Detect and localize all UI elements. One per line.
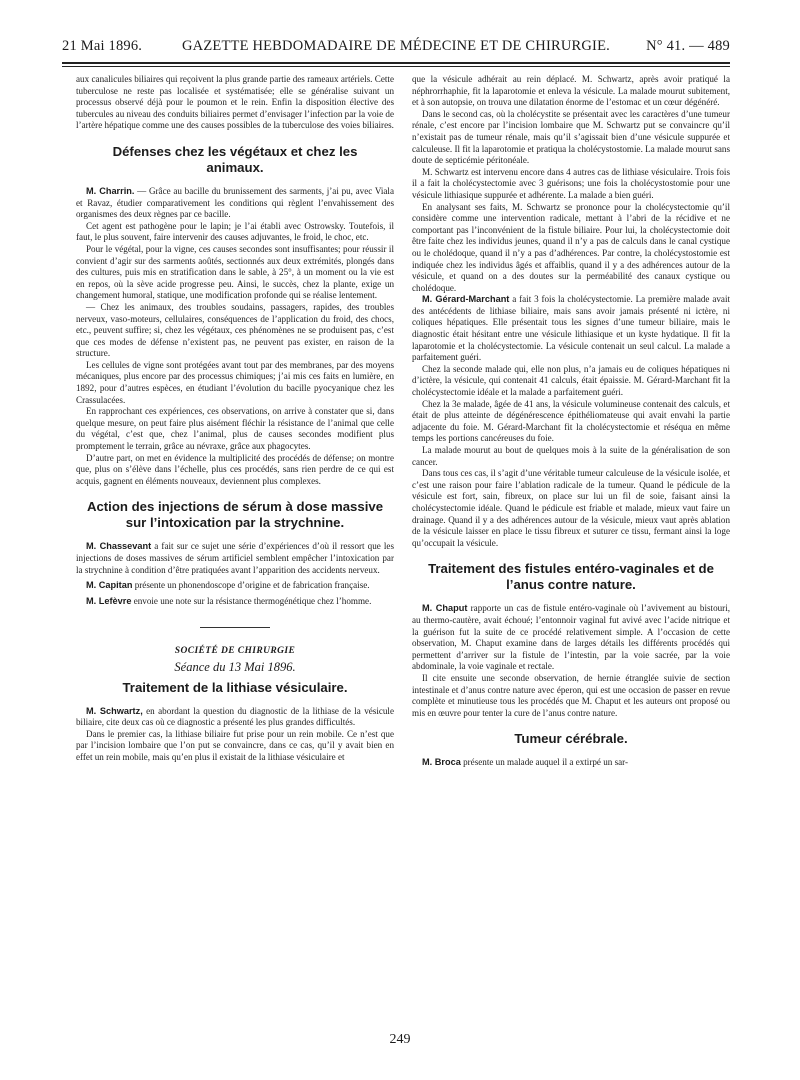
section-heading-tumeur: Tumeur cérébrale. [514, 731, 628, 747]
running-header [62, 34, 730, 58]
society-title: SOCIÉTÉ DE CHIRURGIE [174, 646, 296, 657]
paragraph: La malade mourut au bout de quelques mois à la suite de la généralisation de son cancer. [412, 445, 730, 467]
paragraph-charrin: M. Charrin. — Grâce au bacille du brunissement des sarments, j’ai pu, avec Viala et Ravaz, étudier comparativement les conditions qui règlent l’envahissement des organismes des deux règnes par ce bacille. [76, 185, 394, 220]
section-heading-lithiase: Traitement de la lithiase vésiculaire. [122, 679, 348, 695]
author-name: M. Lefèvre [86, 595, 132, 606]
paragraph: Pour le végétal, pour la vigne, ces causes secondes sont insuffisantes; pour réussir il convient d’agir sur des sarments aoûtés, sectionnés aux deux extrémités, plongés dans des cultures, puis mis en stratification dans le sable, à 25°, à un moment ou la vie est en repos, où la sève acide progresse peu. Ainsi, le succès, chez la plante, exige un changement humoral, statique, une modification profonde qui se réalise lentement. [76, 243, 394, 301]
right-column [412, 74, 730, 769]
paragraph: Il cite ensuite une seconde observation, de hernie étranglée suivie de section intestinale et d’anus contre nature avec éperon, qui est une occasion de passer en revue complète et minutieuse tous les procédés que M. Chaput et les auteurs ont proposé ou mis en œuvre pour tenter la cure de l’anus contre nature. [412, 672, 730, 718]
paragraph: aux canalicules biliaires qui reçoivent la plus grande partie des rameaux artériels. Cette tuberculose ne reste pas localisée et systématisée; elle se généralise suivant un processus observé déjà pour le poumon et le rein. Enfin la disposition élective des tubercules au niveau des conduits biliaires permet d’envisager l’infection par la voie de l’artère hépatique comme une des causes possibles de la tuberculose des voies biliaires. [76, 74, 394, 131]
paragraph: — Chez les animaux, des troubles soudains, passagers, rapides, des troubles nerveux, vaso-moteurs, cellulaires, conséquences de l’application du froid, des chocs, etc., peuvent suffire; si, chez les végétaux, ces phénomènes ne se produisent pas, c’est que ces modes de défense n’existent pas, ne peuvent pas exister, en raison de la structure. [76, 301, 394, 359]
author-name: M. Broca [422, 757, 461, 768]
section-divider [200, 627, 270, 628]
paragraph-gerard-marchant: M. Gérard-Marchant a fait 3 fois la cholécystectomie. La première malade avait des antécédents de lithiase biliaire, mais sans avoir jamais présenté ni ictère, ni coliques hépatiques. Elle présentait tous les signes d’une tumeur biliaire, mais le diagnostic était hésitant entre une vésicule lithiasique et un kyste hydatique. Il fit la laparotomie et la cholécystectomie. La vésicule contenait un seul calcul. La malade a parfaitement guéri. [412, 294, 730, 363]
left-column [76, 74, 394, 764]
header-title: GAZETTE HEBDOMADAIRE DE MÉDECINE ET DE CHIRURGIE. [182, 38, 610, 54]
paragraph: En analysant ses faits, M. Schwartz se prononce pour la cholécystectomie qu’il considère comme une intervention radicale, mettant à l’abri de la récidive et ne comportant pas l’inconvénient de la fistule biliaire. Pour lui, la cholécystectomie doit être faite chez les individus jeunes, quand il n’y a pas de calculs dans le canal cystique ou le cholédoque, quand il n’y a pas d’adhérences. Par contre, la cholécystostomie est indiquée chez les individus âgés et affaiblis, quand il y a des adhérences autour de la vésicule, et quand on a des doutes sur la perméabilité des canaux cystique ou cholédoque. [412, 201, 730, 293]
section-heading-defenses: Défenses chez les végétaux et chez les animaux. [112, 143, 358, 175]
section-heading-fistules: Traitement des fistules entéro-vaginales et de l’anus contre nature. [428, 561, 714, 593]
header-date: 21 Mai 1896. [62, 38, 143, 54]
section-heading-injections: Action des injections de sérum à dose massive sur l’intoxication par la strychnine. [86, 499, 384, 531]
paragraph: M. Schwartz est intervenu encore dans 4 autres cas de lithiase vésiculaire. Trois fois il a fait la cholécystectomie avec 3 guérisons; une fois la cholécystostomie pour une vésicule lithiasique suppurée et adhérente. La malade a bien guéri. [412, 166, 730, 200]
paragraph: Dans tous ces cas, il s’agit d’une véritable tumeur calculeuse de la vésicule isolée, et c’est une raison pour faire l’ablation radicale de la tumeur. Quand le pédicule de la vésicule est fort, sain, fibreux, on place sur lui un fil de soie, faisant ainsi la cholécystectomie idéale. Quand le pédicule est friable et malade, mieux vaut faire un drainage. Quand il y a des adhérences autour de la vésicule, mieux vaut après ablation de la vésicule laisser en place le tissu fibreux et suturer ce tissu, fermant ainsi la loge qu’occupait la vésicule. [412, 468, 730, 548]
paragraph: Dans le second cas, où la cholécystite se présentait avec les caractères d’une tumeur rénale, c’est encore par l’incision lombaire que M. Schwartz put se convaincre qu’il n’existait pas de tumeur rénale, mais qu’il s’agissait bien d’une vésicule suppurée et calculeuse. Il fit la laparotomie et pratiqua la cholécystostomie. La malade mourut sans doute de septicémie péritonéale. [412, 108, 730, 166]
paragraph: Les cellules de vigne sont protégées avant tout par des membranes, par des moyens mécaniques, plus encore par des processus chimiques; j’ai mis ces faits en lumière, en 1892, pour d’autres espèces, en étudiant l’évolution du bacille pyocyanique chez les Crassulacées. [76, 359, 394, 405]
author-name: M. Charrin. [86, 185, 135, 196]
author-name: M. Chassevant [86, 541, 152, 552]
paragraph-chassevant: M. Chassevant a fait sur ce sujet une série d’expériences d’où il ressort que les injections de doses massives de sérum artificiel semblent empêcher l’intoxication par la strychnine à condition d’être pratiquées avant l’apparition des accidents nerveux. [76, 541, 394, 575]
paragraph: D’autre part, on met en évidence la multiplicité des procédés de défense; on montre que, plus on s’élève dans l’échelle, plus ces procédés, sans rien perdre de ce qui est acquis, gagnent en éléments nouveaux, deviennent plus complexes. [76, 452, 394, 486]
header-page-ref: N° 41. — 489 [646, 38, 730, 54]
paragraph: Dans le premier cas, la lithiase biliaire fut prise pour un rein mobile. Ce n’est que par l’incision lombaire que l’on put se convaincre, dans ce cas, qu’il y avait bien en effet un rein mobile, mais qu’en plus il existait de la lithiase vésiculaire et [76, 728, 394, 762]
header-rule-thin [62, 66, 730, 67]
author-name: M. Chaput [422, 603, 468, 614]
paragraph-chaput: M. Chaput rapporte un cas de fistule entéro-vaginale où l’avivement au bistouri, au thermo-cautère, avait échoué; l’entonnoir vaginal fut avivé avec l’acide nitrique et la guérison fut la suite de ce procédé relativement simple. A l’occasion de cette observation, M. Chaput examine dans de larges détails les différents procédés qui permettent d’arriver sur la fistule de l’intestin, par la voie sacrée, par la voie abdominale, la voie vaginale et rectale. [412, 603, 730, 672]
paragraph-schwartz: M. Schwartz, en abordant la question du diagnostic de la lithiase de la vésicule biliaire, cite deux cas où ce diagnostic a présenté les plus grandes difficultés. [76, 705, 394, 728]
author-name: M. Schwartz, [86, 705, 143, 716]
paragraph-lefevre: M. Lefèvre envoie une note sur la résistance thermogénétique chez l’homme. [86, 595, 372, 606]
paragraph: Cet agent est pathogène pour le lapin; je l’ai établi avec Ostrowsky. Toutefois, il faut, le plus souvent, faire intervenir des causes adjuvantes, le froid, le choc, etc. [76, 220, 394, 243]
seance-date: Séance du 13 Mai 1896. [174, 659, 296, 674]
paragraph-broca: M. Broca présente un malade auquel il a extirpé un sar- [422, 757, 629, 768]
header-rule-thick [62, 62, 730, 64]
page-folio: 249 [389, 1032, 411, 1047]
paragraph-capitan: M. Capitan présente un phonendoscope d’origine et de fabrication française. [86, 580, 370, 591]
author-name: M. Capitan [86, 580, 133, 591]
paragraph: Chez la 3e malade, âgée de 41 ans, la vésicule volumineuse contenait des calculs, et était de plus atteinte de dégénérescence épithéliomateuse qui avait envahi la partie adjacente du foie. M. Gérard-Marchant fit la cholécystectomie et réséqua en même temps les portions cancéreuses du foie. [412, 398, 730, 444]
author-name: M. Gérard-Marchant [422, 294, 510, 305]
paragraph: Chez la seconde malade qui, elle non plus, n’a jamais eu de coliques hépatiques ni d’ictère, la vésicule, qui contenait 41 calculs, était épaissie. M. Gérard-Marchant fit la cholécystectomie idéale et la malade a parfaitement guéri. [412, 363, 730, 398]
paragraph: En rapprochant ces expériences, ces observations, on arrive à constater que si, dans quelque mesure, on peut faire plus aisément fléchir la résistance de l’animal que celle du végétal, c’est que, chez l’animal, plus de causes secondes modifient plus promptement le terrain, grâce au névraxe, grâce aux phagocytes. [76, 406, 394, 452]
paragraph: que la vésicule adhérait au rein déplacé. M. Schwartz, après avoir pratiqué la néphrorrhaphie, fit la laparotomie et enleva la vésicule. La malade mourut subitement, et à son autopsie, on trouva une dilatation énorme de l’estomac et un cœur dégénéré. [412, 74, 730, 108]
